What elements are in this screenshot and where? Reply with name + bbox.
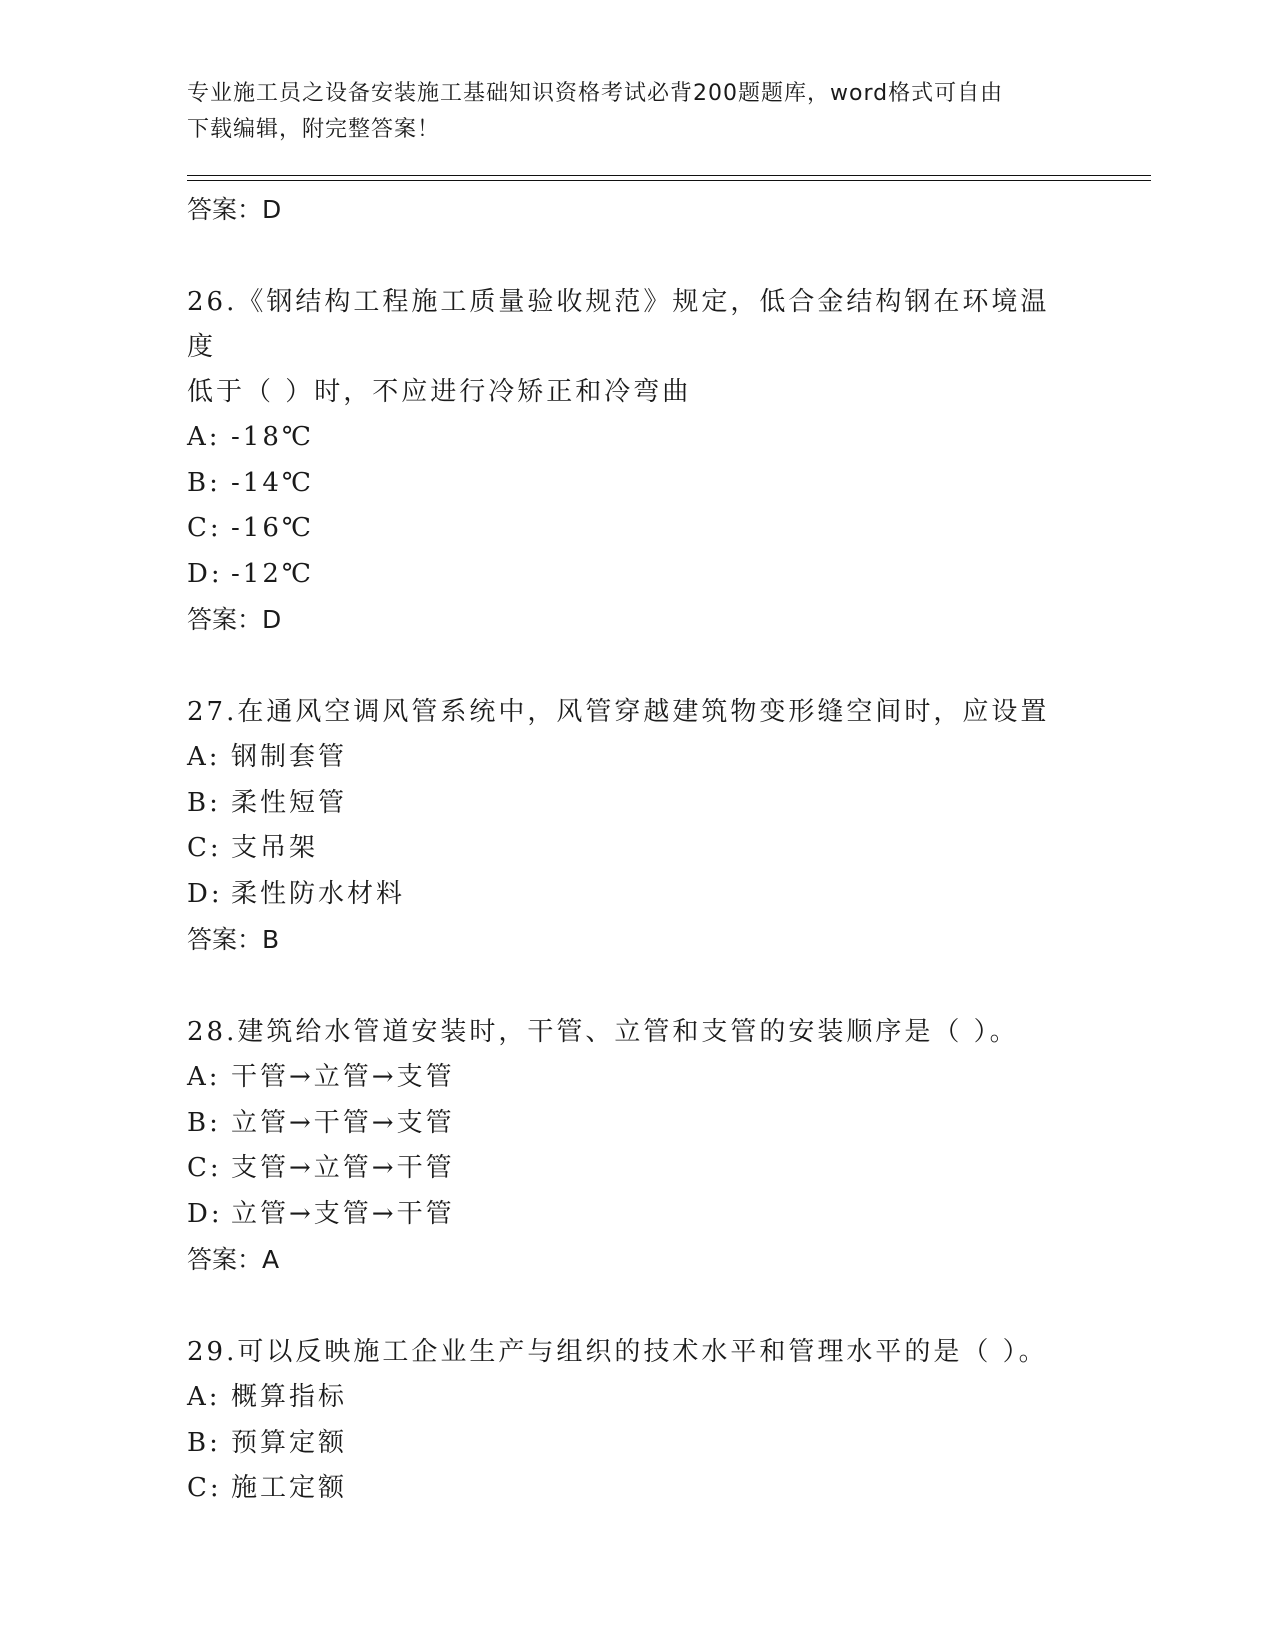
question-list [187, 280, 1077, 1560]
question-stem-continued: 低于（ ）时，不应进行冷矫正和冷弯曲 [187, 377, 692, 407]
question-28 [187, 1010, 1077, 1282]
option-text: 支吊架 [231, 833, 319, 863]
option-text: 预算定额 [231, 1427, 348, 1458]
option-letter: A: [187, 1382, 221, 1412]
option-letter: C: [187, 833, 222, 863]
question-29 [187, 1330, 1077, 1512]
option-text: 施工定额 [231, 1473, 348, 1503]
question-stem: 26.《钢结构工程施工质量验收规范》规定，低合金结构钢在环境温度 [187, 287, 1050, 362]
option-letter: C: [187, 513, 222, 543]
previous-question-answer: 答案：D [187, 195, 282, 224]
option-text: 立管→干管→支管 [231, 1107, 455, 1138]
option-d [187, 872, 1077, 918]
option-text: 钢制套管 [231, 742, 348, 772]
option-text: -16℃ [231, 513, 314, 543]
option-letter: C: [187, 1153, 222, 1183]
header-divider-top [187, 175, 1151, 176]
option-a [187, 1375, 1077, 1421]
option-text: 柔性防水材料 [231, 878, 406, 909]
header-divider-bottom [187, 180, 1151, 181]
option-text: 柔性短管 [231, 787, 348, 818]
option-b [187, 1421, 1077, 1467]
answer-label: 答案：D [187, 605, 282, 634]
option-d [187, 1192, 1077, 1238]
option-a [187, 1055, 1077, 1101]
question-26 [187, 280, 1077, 642]
option-letter: D: [187, 1198, 223, 1229]
header-line-2: 下载编辑，附完整答案！ [187, 117, 441, 142]
header-line-1: 专业施工员之设备安装施工基础知识资格考试必背200题题库，word格式可自由 [187, 81, 1004, 106]
option-a [187, 735, 1077, 781]
question-27 [187, 690, 1077, 962]
option-d [187, 552, 1077, 598]
option-c [187, 826, 1077, 872]
question-stem: 29.可以反映施工企业生产与组织的技术水平和管理水平的是（ ）。 [187, 1337, 1048, 1367]
option-b [187, 461, 1077, 507]
question-stem: 27.在通风空调风管系统中，风管穿越建筑物变形缝空间时，应设置 [187, 697, 1050, 727]
option-letter: B: [187, 1427, 221, 1458]
option-text: -18℃ [231, 422, 314, 452]
option-text: 立管→支管→干管 [231, 1198, 455, 1229]
option-letter: D: [187, 558, 223, 589]
option-letter: A: [187, 742, 221, 772]
answer-label: 答案：B [187, 925, 280, 954]
option-c [187, 506, 1077, 552]
document-header [187, 76, 1087, 148]
option-letter: A: [187, 422, 221, 452]
option-letter: C: [187, 1473, 222, 1503]
option-letter: B: [187, 467, 221, 498]
option-text: -12℃ [231, 558, 314, 589]
question-stem: 28.建筑给水管道安装时，干管、立管和支管的安装顺序是（ ）。 [187, 1017, 1019, 1047]
option-text: 支管→立管→干管 [231, 1153, 455, 1183]
option-a [187, 415, 1077, 461]
option-text: -14℃ [231, 467, 314, 498]
option-letter: D: [187, 878, 223, 909]
option-b [187, 1101, 1077, 1147]
option-letter: A: [187, 1062, 221, 1092]
option-c [187, 1146, 1077, 1192]
option-text: 概算指标 [231, 1382, 348, 1412]
option-b [187, 781, 1077, 827]
answer-label: 答案：A [187, 1245, 280, 1274]
option-letter: B: [187, 1107, 221, 1138]
option-letter: B: [187, 787, 221, 818]
option-c [187, 1466, 1077, 1512]
option-text: 干管→立管→支管 [231, 1062, 455, 1092]
